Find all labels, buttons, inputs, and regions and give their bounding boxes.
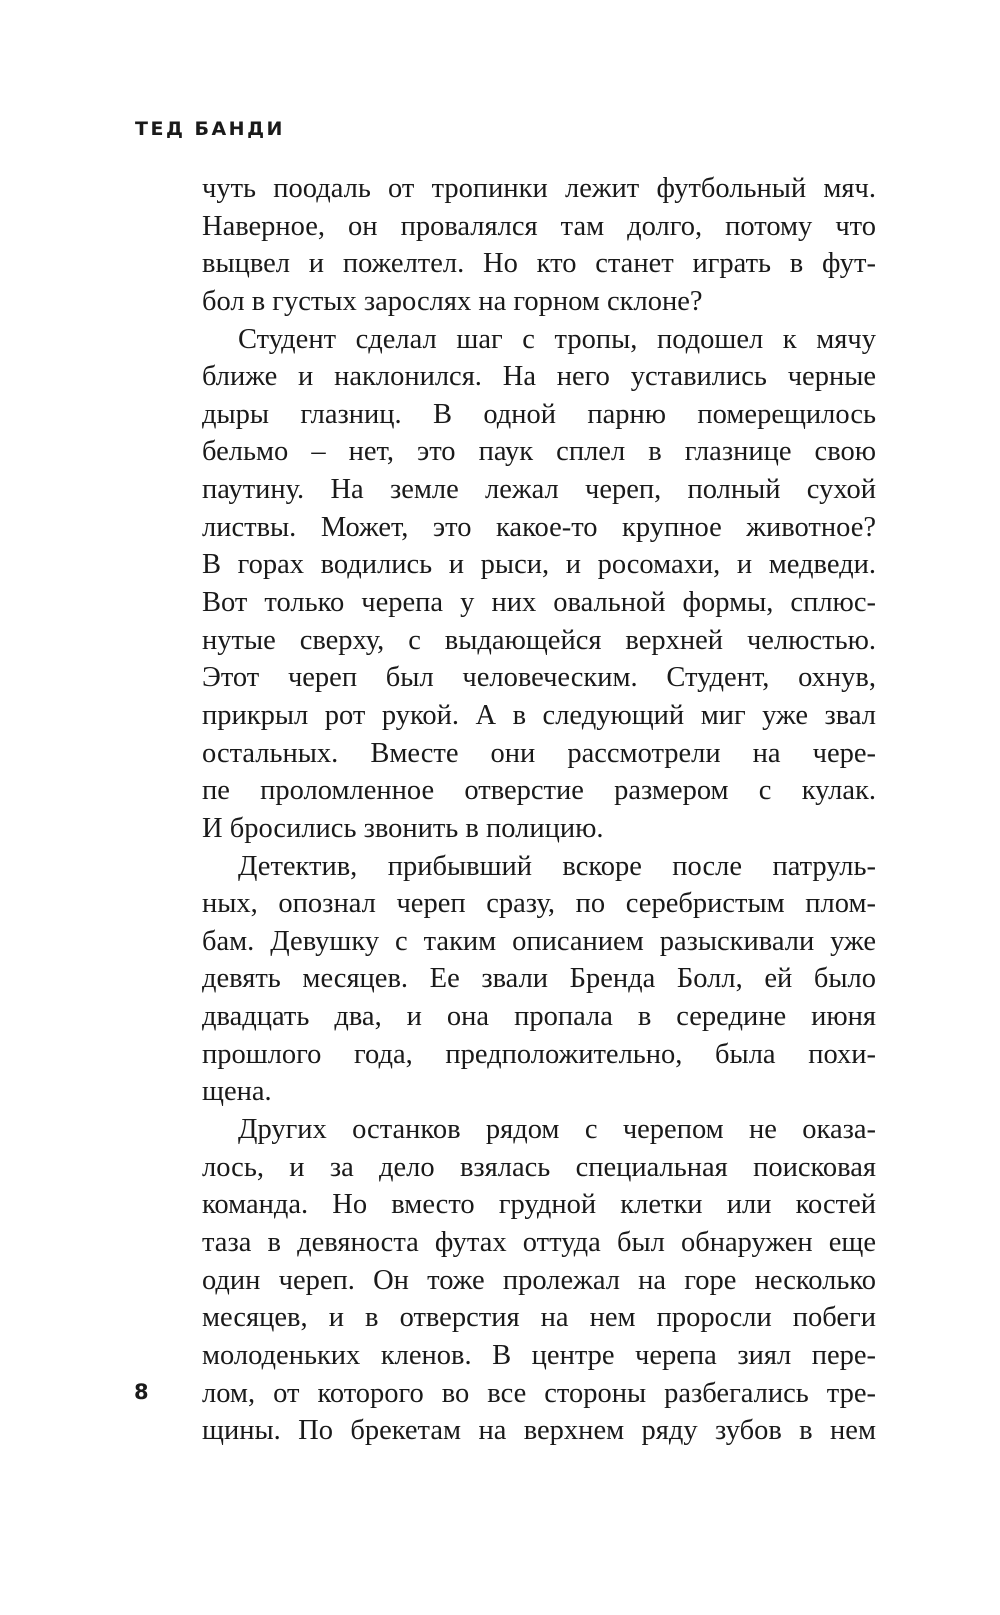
text-line: месяцев, и в отверстия на нем проросли побеги [202, 1302, 876, 1334]
text-line: В горах водились и рыси, и росомахи, и медведи. [202, 549, 876, 581]
text-line: щины. По брекетам на верхнем ряду зубов в нем [202, 1415, 876, 1447]
text-line: Других останков рядом с черепом не оказа- [238, 1114, 876, 1146]
text-line: прикрыл рот рукой. А в следующий миг уже звал [202, 699, 876, 731]
running-head: ТЕД БАНДИ [135, 118, 285, 140]
text-line: прошлого года, предположительно, была похи- [202, 1038, 876, 1070]
text-line: таза в девяноста футах оттуда был обнаружен еще [202, 1226, 876, 1258]
text-line: щена. [202, 1076, 272, 1108]
text-line: пе проломленное отверстие размером с кулак. [202, 775, 876, 807]
text-line: паутину. На земле лежал череп, полный сухой [202, 474, 876, 506]
text-line: И бросились звонить в полицию. [202, 812, 604, 844]
page-number: 8 [134, 1380, 149, 1404]
text-line: нутые сверху, с выдающейся верхней челюстью. [202, 624, 876, 656]
text-line: чуть поодаль от тропинки лежит футбольный мяч. [202, 173, 876, 204]
text-line: девять месяцев. Ее звали Бренда Болл, ей было [202, 963, 876, 995]
text-line: молоденьких кленов. В центре черепа зиял пере- [202, 1339, 876, 1371]
text-line: ближе и наклонился. На него уставились черные [202, 361, 876, 393]
text-line: Детектив, прибывший вскоре после патруль- [238, 850, 876, 882]
text-line: Наверное, он провалялся там долго, потому что [202, 210, 876, 242]
text-line: лось, и за дело взялась специальная поисковая [202, 1151, 876, 1183]
text-line: дыры глазниц. В одной парню померещилось [202, 398, 876, 430]
text-line: остальных. Вместе они рассмотрели на чере- [202, 737, 876, 769]
text-line: двадцать два, и она пропала в середине июня [202, 1001, 876, 1033]
text-line: ных, опознал череп сразу, по серебристым плом- [202, 888, 876, 920]
text-line: один череп. Он тоже пролежал на горе несколько [202, 1264, 876, 1296]
text-line: бельмо – нет, это паук сплел в глазнице свою [202, 436, 876, 468]
text-line: выцвел и пожелтел. Но кто станет играть в фут- [202, 248, 876, 280]
text-line: Студент сделал шаг с тропы, подошел к мячу [238, 323, 876, 355]
body-text [202, 170, 876, 1450]
text-line: Этот череп был человеческим. Студент, охнув, [202, 662, 876, 694]
text-line: лом, от которого во все стороны разбегались тре- [202, 1377, 876, 1409]
text-line: листвы. Может, это какое-то крупное животное? [202, 511, 876, 543]
text-line: команда. Но вместо грудной клетки или костей [202, 1189, 876, 1221]
text-line: Вот только черепа у них овальной формы, сплюс- [202, 587, 876, 619]
text-line: бол в густых зарослях на горном склоне? [202, 285, 703, 317]
text-line: бам. Девушку с таким описанием разыскивали уже [202, 925, 876, 957]
